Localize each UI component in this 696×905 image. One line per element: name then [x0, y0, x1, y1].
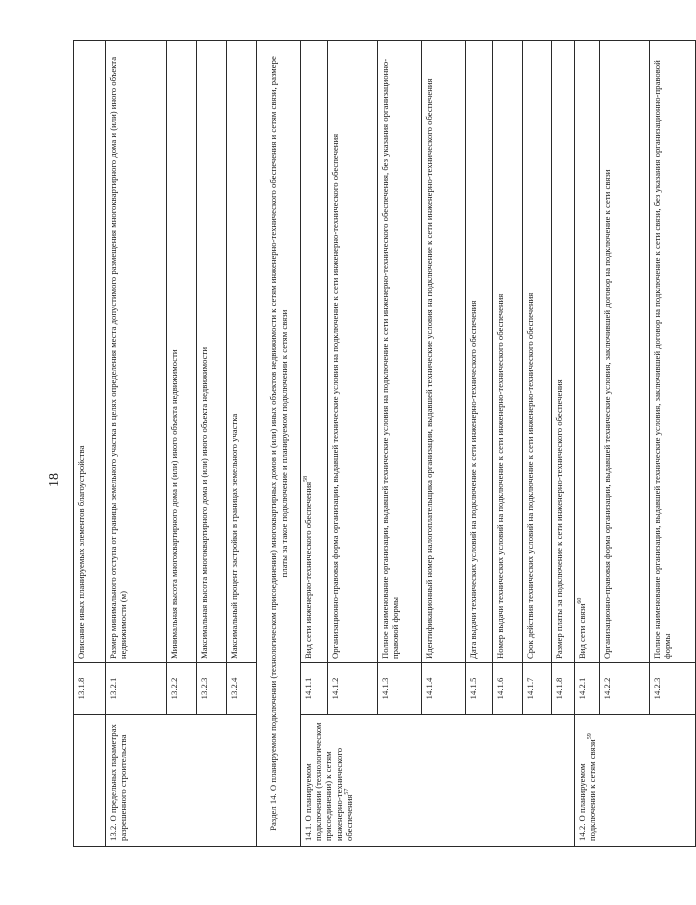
subsection-title-14-1: 14.1. О планируемом подключении (технологическом присоединении) к сетям инженерно-технического обеспечения$^{57}$: [301, 715, 575, 847]
row-description: Полное наименование организации, выдавшей технические условия, заключившей договор на подключение к сети связи, без указания организационно-правовой формы: [650, 41, 696, 663]
row-description: Срок действия технических условий на подключение к сети инженерно-технического обеспечения: [523, 41, 552, 663]
row-number: 14.1.7: [523, 663, 552, 715]
row-description: Вид сети связи$^{60}$: [575, 41, 600, 663]
row-description: Номер выдачи технических условий на подключение к сети инженерно-технического обеспечения: [493, 41, 523, 663]
row-number: 14.2.1: [575, 663, 600, 715]
row-description: Идентификационный номер налогоплательщика организации, выдавшей технические условия на подключение к сети инженерно-технического обеспечения: [422, 41, 466, 663]
subsection-title-14-2: 14.2. О планируемом подключении к сетям связи$^{59}$: [575, 715, 696, 847]
row-description: Размер минимального отступа от границы земельного участка в целях определения места допустимого размещения многоквартирного дома и (или) иного объекта недвижимости (м): [106, 41, 167, 663]
table-row: [575, 41, 600, 847]
section-cell-empty: [74, 715, 106, 847]
row-description: Организационно-правовая форма организации, выдавшей технические условия на подключение к сети инженерно-технического обеспечения: [328, 41, 378, 663]
row-number: 14.2.3: [650, 663, 696, 715]
row-number: 14.1.5: [466, 663, 493, 715]
disclosure-table: [73, 40, 696, 847]
row-number: 13.2.2: [167, 663, 197, 715]
row-description: Полное наименование организации, выдавшей технические условия на подключение к сети инженерно-технического обеспечения, без указания организационно-правовой формы: [378, 41, 422, 663]
row-number: 14.1.3: [378, 663, 422, 715]
row-description: Размер платы за подключение к сети инженерно-технического обеспечения: [552, 41, 575, 663]
row-description: Максимальный процент застройки в границах земельного участка: [227, 41, 257, 663]
row-description: Минимальная высота многоквартирного дома и (или) иного объекта недвижимости: [167, 41, 197, 663]
rotated-table-wrapper: [73, 41, 673, 847]
row-number: 13.2.1: [106, 663, 167, 715]
row-number: 14.1.2: [328, 663, 378, 715]
row-description: Описание иных планируемых элементов благоустройства: [74, 41, 106, 663]
row-description: Организационно-правовая форма организации, выдавшей технические условия, заключившей договор на подключение к сети связи: [600, 41, 650, 663]
row-number: 14.2.2: [600, 663, 650, 715]
row-number: 13.2.3: [197, 663, 227, 715]
page-number: 18: [47, 473, 62, 487]
table-row: [74, 41, 106, 847]
row-number: 14.1.1: [301, 663, 328, 715]
row-number: 14.1.8: [552, 663, 575, 715]
row-number: 13.2.4: [227, 663, 257, 715]
section-heading-14: Раздел 14. О планируемом подключении (технологическом присоединении) многоквартирных домов и (или) иных объектов недвижимости к сетям инженерно-технического обеспечения и сетям связи, размере платы за такое подключение и планируемом подключении к сетям связи: [257, 41, 301, 847]
subsection-title-13-2: 13.2. О предельных параметрах разрешенного строительства: [106, 715, 257, 847]
table-row: [301, 41, 328, 847]
row-description: Максимальная высота многоквартирного дома и (или) иного объекта недвижимости: [197, 41, 227, 663]
table-row: [106, 41, 167, 847]
row-number: 13.1.8: [74, 663, 106, 715]
row-description: Дата выдачи технических условий на подключение к сети инженерно-технического обеспечения: [466, 41, 493, 663]
row-number: 14.1.4: [422, 663, 466, 715]
row-number: 14.1.6: [493, 663, 523, 715]
row-description: Вид сети инженерно-технического обеспечения$^{58}$: [301, 41, 328, 663]
table-row: [257, 41, 301, 847]
